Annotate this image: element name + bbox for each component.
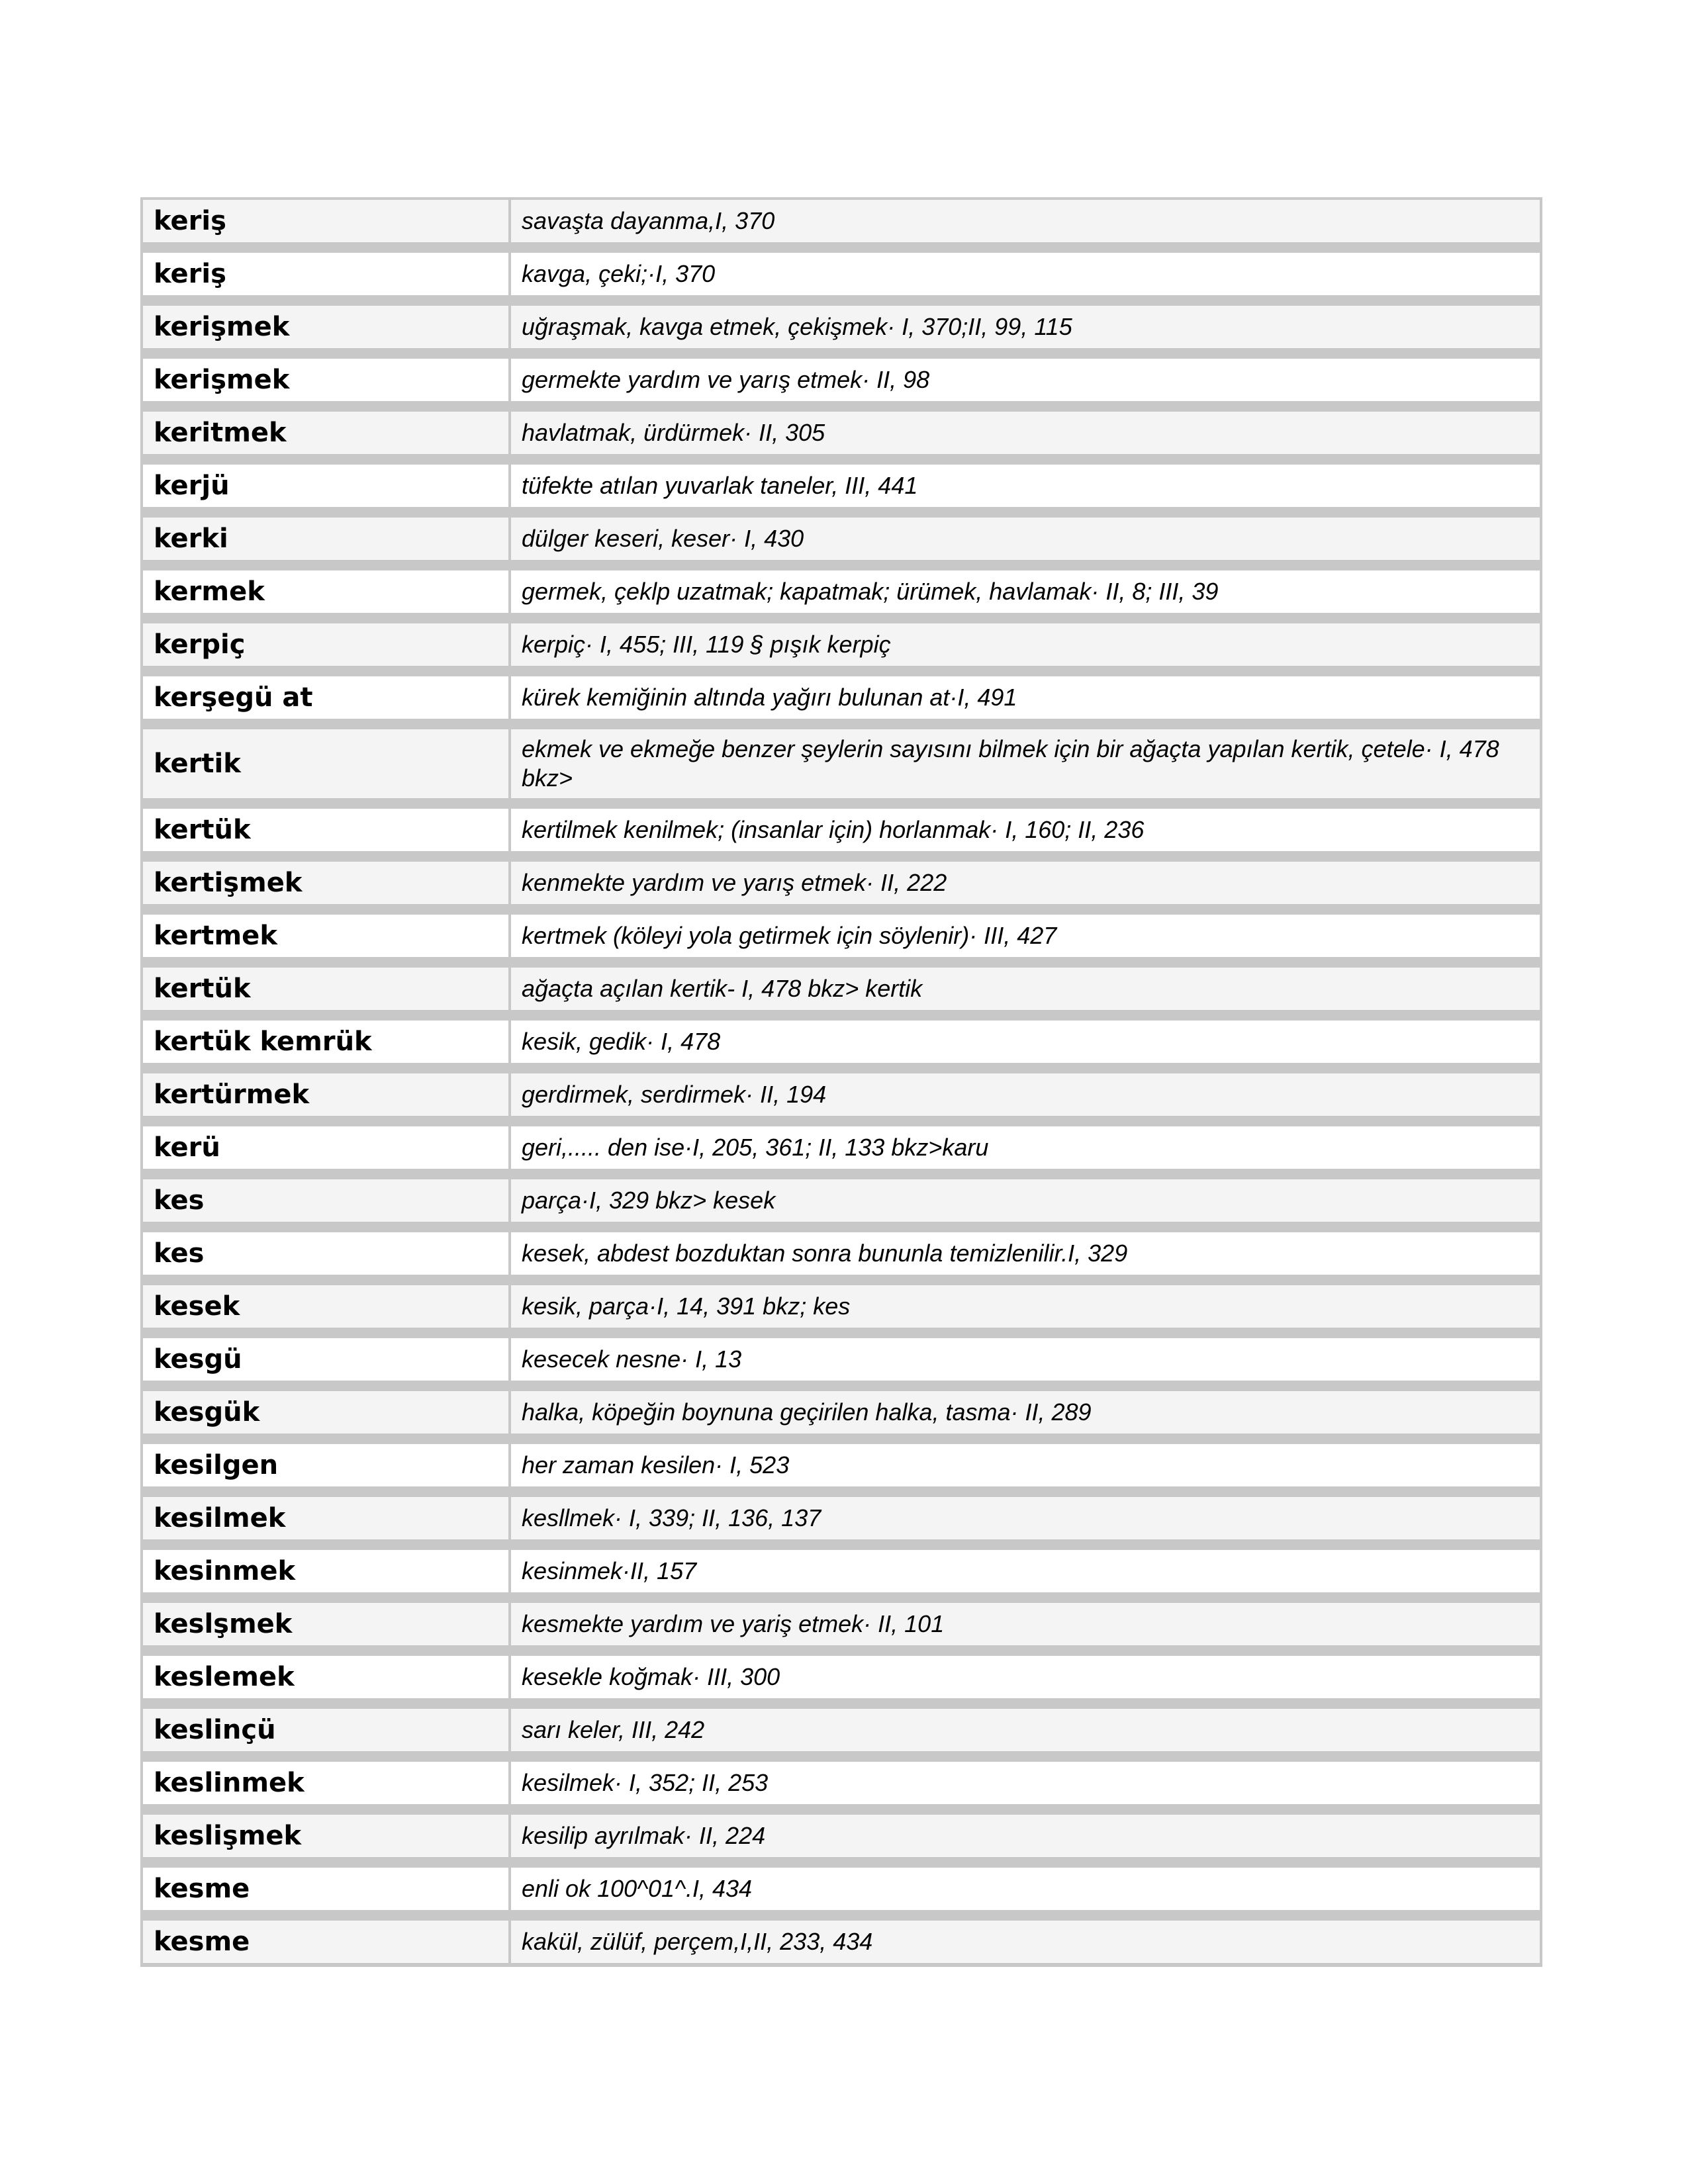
definition-cell: kesilip ayrılmak· II, 224 [511,1815,1540,1857]
definition-cell: gerdirmek, serdirmek· II, 194 [511,1073,1540,1116]
headword-cell: kertişmek [143,862,511,904]
table-row [143,1550,1540,1603]
table-row [143,1815,1540,1868]
headword-cell: kertürmek [143,1073,511,1116]
definition-cell: dülger keseri, keser· I, 430 [511,518,1540,560]
headword-cell: kesinmek [143,1550,511,1592]
definition-cell: kakül, zülüf, perçem,I,II, 233, 434 [511,1921,1540,1963]
headword-cell: keslinçü [143,1709,511,1751]
definition-cell: parça·I, 329 bkz> kesek [511,1179,1540,1222]
headword-cell: kes [143,1232,511,1275]
definition-cell: kavga, çeki;·I, 370 [511,253,1540,295]
headword-cell: kesgü [143,1338,511,1381]
headword-cell: keslemek [143,1656,511,1698]
table-row [143,1179,1540,1232]
definition-cell: kesekle koğmak· III, 300 [511,1656,1540,1698]
table-row [143,1232,1540,1285]
headword-cell: keritmek [143,412,511,454]
headword-cell: kertük [143,809,511,851]
headword-cell: kerşegü at [143,676,511,719]
table-row [143,1656,1540,1709]
headword-cell: kertük kemrük [143,1021,511,1063]
dictionary-table [140,197,1542,1967]
table-row [143,1868,1540,1921]
table-row [143,1603,1540,1656]
table-row [143,676,1540,729]
headword-cell: kesme [143,1868,511,1910]
headword-cell: kesme [143,1921,511,1963]
table-row [143,518,1540,570]
definition-cell: kenmekte yardım ve yarış etmek· II, 222 [511,862,1540,904]
table-row [143,1338,1540,1391]
definition-cell: sarı keler, III, 242 [511,1709,1540,1751]
definition-cell: geri,..... den ise·I, 205, 361; II, 133 bkz>karu [511,1126,1540,1169]
table-row [143,1444,1540,1497]
table-row [143,915,1540,968]
headword-cell: keslşmek [143,1603,511,1645]
headword-cell: kesilmek [143,1497,511,1539]
definition-cell: her zaman kesilen· I, 523 [511,1444,1540,1486]
definition-cell: kesinmek·II, 157 [511,1550,1540,1592]
table-row [143,623,1540,676]
definition-cell: kesllmek· I, 339; II, 136, 137 [511,1497,1540,1539]
table-row [143,200,1540,253]
table-row [143,809,1540,862]
headword-cell: kerişmek [143,359,511,401]
definition-cell: germekte yardım ve yarış etmek· II, 98 [511,359,1540,401]
definition-cell: kesmekte yardım ve yariş etmek· II, 101 [511,1603,1540,1645]
definition-cell: kesecek nesne· I, 13 [511,1338,1540,1381]
definition-cell: kesik, parça·I, 14, 391 bkz; kes [511,1285,1540,1328]
definition-cell: germek, çeklp uzatmak; kapatmak; ürümek, havlamak· II, 8; III, 39 [511,570,1540,613]
table-row [143,570,1540,623]
headword-cell: kermek [143,570,511,613]
definition-cell: ekmek ve ekmeğe benzer şeylerin sayısını bilmek için bir ağaçta yapılan kertik, çetele· I, 478 bkz> [511,729,1540,798]
headword-cell: kertmek [143,915,511,957]
headword-cell: kes [143,1179,511,1222]
table-row [143,1073,1540,1126]
definition-cell: havlatmak, ürdürmek· II, 305 [511,412,1540,454]
definition-cell: uğraşmak, kavga etmek, çekişmek· I, 370;II, 99, 115 [511,306,1540,348]
table-row [143,968,1540,1021]
headword-cell: kerişmek [143,306,511,348]
headword-cell: keriş [143,200,511,242]
headword-cell: kerü [143,1126,511,1169]
table-row [143,465,1540,518]
definition-cell: tüfekte atılan yuvarlak taneler, III, 441 [511,465,1540,507]
definition-cell: kesik, gedik· I, 478 [511,1021,1540,1063]
headword-cell: kesilgen [143,1444,511,1486]
headword-cell: kesek [143,1285,511,1328]
table-row [143,1391,1540,1444]
headword-cell: keslişmek [143,1815,511,1857]
headword-cell: keriş [143,253,511,295]
definition-cell: kürek kemiğinin altında yağırı bulunan at·I, 491 [511,676,1540,719]
table-row [143,1497,1540,1550]
table-row [143,1709,1540,1762]
table-row [143,253,1540,306]
headword-cell: kerki [143,518,511,560]
table-row [143,1021,1540,1073]
table-row [143,729,1540,809]
definition-cell: savaşta dayanma,I, 370 [511,200,1540,242]
table-row [143,412,1540,465]
headword-cell: kertük [143,968,511,1010]
headword-cell: kerpiç [143,623,511,666]
table-row [143,1921,1540,1963]
definition-cell: halka, köpeğin boynuna geçirilen halka, tasma· II, 289 [511,1391,1540,1433]
table-row [143,359,1540,412]
table-row [143,1285,1540,1338]
headword-cell: kertik [143,729,511,798]
definition-cell: kesek, abdest bozduktan sonra bununla temizlenilir.I, 329 [511,1232,1540,1275]
headword-cell: kerjü [143,465,511,507]
definition-cell: kerpiç· I, 455; III, 119 § pışık kerpiç [511,623,1540,666]
definition-cell: enli ok 100^01^.I, 434 [511,1868,1540,1910]
definition-cell: kertmek (köleyi yola getirmek için söylenir)· III, 427 [511,915,1540,957]
definition-cell: kesilmek· I, 352; II, 253 [511,1762,1540,1804]
table-row [143,1762,1540,1815]
headword-cell: kesgük [143,1391,511,1433]
definition-cell: kertilmek kenilmek; (insanlar için) horlanmak· I, 160; II, 236 [511,809,1540,851]
table-row [143,306,1540,359]
table-row [143,1126,1540,1179]
table-row [143,862,1540,915]
headword-cell: keslinmek [143,1762,511,1804]
definition-cell: ağaçta açılan kertik- I, 478 bkz> kertik [511,968,1540,1010]
